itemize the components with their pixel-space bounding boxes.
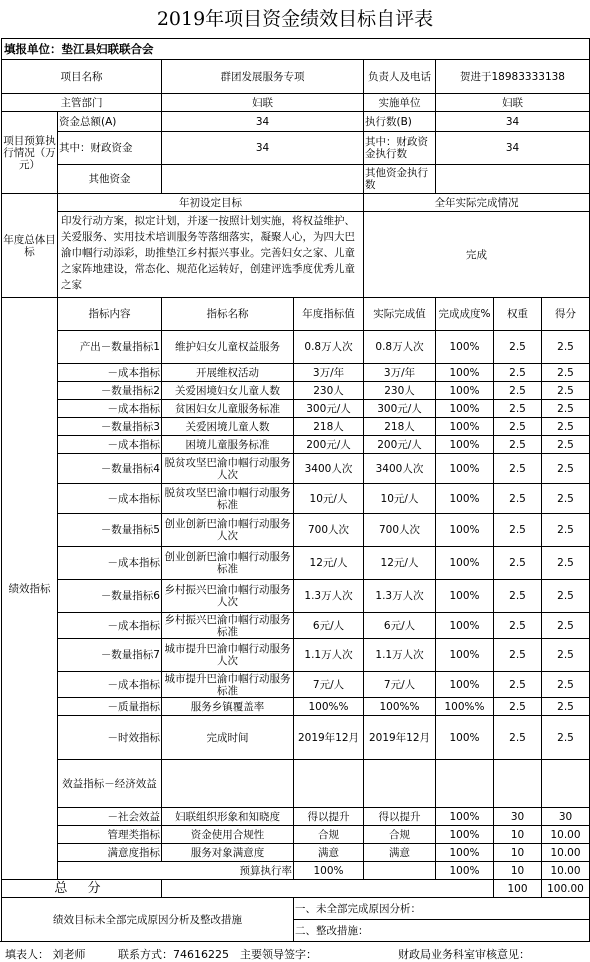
indicator-row	[2, 826, 590, 844]
indicator-score: 2.5	[542, 454, 590, 484]
indicator-score: 2.5	[542, 639, 590, 672]
indicator-name: 服务乡镇覆盖率	[162, 698, 294, 716]
indicator-content: 效益指标－经济效益	[58, 760, 162, 808]
budget-rate-weight: 10	[494, 862, 542, 880]
indicator-score: 2.5	[542, 613, 590, 639]
indicator-weight	[494, 760, 542, 808]
indicator-target: 1.1万人次	[294, 639, 364, 672]
indicator-actual: 230人	[364, 382, 436, 400]
indicator-rate: 100%	[436, 484, 494, 514]
indicator-score: 10.00	[542, 826, 590, 844]
indicator-target: 10元/人	[294, 484, 364, 514]
indicator-row	[2, 418, 590, 436]
indicator-header-cell: 指标名称	[162, 298, 294, 331]
indicator-rate: 100%	[436, 364, 494, 382]
reasons-label: 绩效目标未全部完成原因分析及整改措施	[2, 898, 294, 942]
indicator-row	[2, 613, 590, 639]
indicator-rate: 100%	[436, 716, 494, 760]
indicator-weight: 2.5	[494, 400, 542, 418]
indicator-name: 城市提升巴渝巾帼行动服务标准	[162, 672, 294, 698]
contact: 联系方式：74616225	[118, 948, 229, 961]
indicator-content: －成本指标	[58, 400, 162, 418]
indicator-row	[2, 808, 590, 826]
indicator-row	[2, 514, 590, 547]
indicator-header-cell: 指标内容	[58, 298, 162, 331]
indicator-score: 2.5	[542, 436, 590, 454]
indicator-actual: 218人	[364, 418, 436, 436]
impl-value: 妇联	[436, 94, 590, 112]
indicator-weight: 2.5	[494, 436, 542, 454]
indicator-score: 2.5	[542, 382, 590, 400]
indicator-name: 脱贫攻坚巴渝巾帼行动服务人次	[162, 454, 294, 484]
indicator-score	[542, 760, 590, 808]
indicator-content: －数量指标5	[58, 514, 162, 547]
indicator-rate: 100%	[436, 514, 494, 547]
indicator-name: 关爱困境儿童人数	[162, 418, 294, 436]
indicator-target: 100%%	[294, 698, 364, 716]
finance-review: 财政局业务科室审核意见：	[398, 948, 530, 961]
indicator-header-cell: 权重	[494, 298, 542, 331]
indicator-weight: 2.5	[494, 716, 542, 760]
indicator-weight: 10	[494, 826, 542, 844]
indicator-content: 管理类指标	[58, 826, 162, 844]
report-title: 2019年项目资金绩效目标自评表	[156, 8, 434, 30]
indicator-content: －数量指标2	[58, 382, 162, 400]
indicator-target: 合规	[294, 826, 364, 844]
leader-signature: 主要领导签字：	[240, 948, 317, 961]
indicator-target: 700人次	[294, 514, 364, 547]
indicator-actual: 300元/人	[364, 400, 436, 418]
indicator-actual: 7元/人	[364, 672, 436, 698]
indicator-name: 完成时间	[162, 716, 294, 760]
indicator-score: 2.5	[542, 400, 590, 418]
indicator-name: 乡村振兴巴渝巾帼行动服务人次	[162, 580, 294, 613]
indicator-content: －数量指标6	[58, 580, 162, 613]
indicator-name: 创业创新巴渝巾帼行动服务标准	[162, 547, 294, 580]
indicator-weight: 30	[494, 808, 542, 826]
indicator-content: －数量指标7	[58, 639, 162, 672]
indicator-score: 2.5	[542, 331, 590, 364]
indicator-actual: 1.1万人次	[364, 639, 436, 672]
exec-label: 执行数(B)	[364, 112, 436, 132]
indicator-target: 2019年12月	[294, 716, 364, 760]
indicator-actual: 满意	[364, 844, 436, 862]
reasons-analysis: 一、未全部完成原因分析：	[294, 898, 590, 920]
goal-result: 完成	[364, 212, 590, 298]
indicator-row	[2, 331, 590, 364]
filler: 填表人： 刘老师	[5, 948, 86, 961]
indicator-score: 2.5	[542, 580, 590, 613]
indicator-name: 城市提升巴渝巾帼行动服务人次	[162, 639, 294, 672]
exec-value: 34	[436, 112, 590, 132]
reasons-row	[2, 898, 590, 920]
indicator-target: 218人	[294, 418, 364, 436]
indicator-rate: 100%	[436, 547, 494, 580]
indicator-actual: 合规	[364, 826, 436, 844]
indicator-actual: 10元/人	[364, 484, 436, 514]
indicator-weight: 2.5	[494, 672, 542, 698]
project-name-label: 项目名称	[2, 60, 162, 94]
indicator-name: 服务对象满意度	[162, 844, 294, 862]
indicator-rate: 100%	[436, 639, 494, 672]
reasons-measures: 二、整改措施：	[294, 920, 590, 942]
indicator-rate: 100%	[436, 382, 494, 400]
indicator-header-cell: 得分	[542, 298, 590, 331]
fiscal-exec-label: 其中：财政资金执行数	[364, 132, 436, 165]
indicator-content: －质量指标	[58, 698, 162, 716]
budget-section-label: 项目预算执行情况（万元）	[2, 112, 58, 194]
budget-rate-label: 预算执行率	[58, 862, 294, 880]
indicator-weight: 10	[494, 844, 542, 862]
indicator-content: －时效指标	[58, 716, 162, 760]
indicator-weight: 2.5	[494, 454, 542, 484]
other-exec-label: 其他资金执行数	[364, 165, 436, 194]
indicator-row	[2, 400, 590, 418]
indicator-weight: 2.5	[494, 331, 542, 364]
indicator-actual: 3万/年	[364, 364, 436, 382]
indicator-name: 妇联组织形象和知晓度	[162, 808, 294, 826]
indicator-rate: 100%	[436, 436, 494, 454]
indicator-target: 满意	[294, 844, 364, 862]
indicator-actual: 6元/人	[364, 613, 436, 639]
total-row	[2, 880, 590, 898]
indicator-name: 维护妇女儿童权益服务	[162, 331, 294, 364]
indicator-rate: 100%	[436, 613, 494, 639]
indicator-rate: 100%	[436, 331, 494, 364]
indicator-weight: 2.5	[494, 613, 542, 639]
indicator-weight: 2.5	[494, 639, 542, 672]
total-label: 总 分	[2, 880, 162, 898]
indicator-score: 2.5	[542, 364, 590, 382]
indicator-row	[2, 484, 590, 514]
dept-label: 主管部门	[2, 94, 162, 112]
indicator-score: 10.00	[542, 844, 590, 862]
indicator-content: －成本指标	[58, 613, 162, 639]
indicator-weight: 2.5	[494, 382, 542, 400]
indicator-weight: 2.5	[494, 580, 542, 613]
fiscal-funds-label: 其中：财政资金	[58, 132, 162, 165]
budget-rate-score: 10.00	[542, 862, 590, 880]
budget-rate-target: 100%	[294, 862, 364, 880]
fiscal-exec-value: 34	[436, 132, 590, 165]
indicator-weight: 2.5	[494, 484, 542, 514]
indicator-header-cell: 完成成度%	[436, 298, 494, 331]
indicator-score: 30	[542, 808, 590, 826]
indicator-rate: 100%	[436, 580, 494, 613]
indicator-score: 2.5	[542, 698, 590, 716]
indicator-name: 开展维权活动	[162, 364, 294, 382]
indicator-row	[2, 760, 590, 808]
indicator-actual: 得以提升	[364, 808, 436, 826]
person-label: 负责人及电话	[364, 60, 436, 94]
indicator-weight: 2.5	[494, 418, 542, 436]
indicator-rate: 100%	[436, 844, 494, 862]
total-funds-value: 34	[162, 112, 364, 132]
indicator-name: 创业创新巴渝巾帼行动服务人次	[162, 514, 294, 547]
goal-section-label: 年度总体目标	[2, 194, 58, 298]
person-value: 贺进于18983333138	[436, 60, 590, 94]
other-exec-value	[436, 165, 590, 194]
indicator-name: 乡村振兴巴渝巾帼行动服务标准	[162, 613, 294, 639]
other-funds-label: 其他资金	[58, 165, 162, 194]
indicator-actual: 2019年12月	[364, 716, 436, 760]
indicator-target: 300元/人	[294, 400, 364, 418]
indicator-row	[2, 454, 590, 484]
indicator-row	[2, 716, 590, 760]
indicator-row	[2, 364, 590, 382]
impl-label: 实施单位	[364, 94, 436, 112]
indicator-name: 贫困妇女儿童服务标准	[162, 400, 294, 418]
indicator-target: 230人	[294, 382, 364, 400]
indicator-weight: 2.5	[494, 698, 542, 716]
indicator-row	[2, 672, 590, 698]
indicator-content: －社会效益	[58, 808, 162, 826]
indicator-content: －数量指标3	[58, 418, 162, 436]
indicator-name: 脱贫攻坚巴渝巾帼行动服务标准	[162, 484, 294, 514]
total-blank	[162, 880, 494, 898]
indicator-name	[162, 760, 294, 808]
indicator-section-label: 绩效指标	[2, 298, 58, 880]
budget-rate-actual	[364, 862, 436, 880]
total-weight: 100	[494, 880, 542, 898]
indicator-header-cell: 年度指标值	[294, 298, 364, 331]
indicator-actual: 1.3万人次	[364, 580, 436, 613]
indicator-content: －成本指标	[58, 364, 162, 382]
indicator-row	[2, 844, 590, 862]
indicator-weight: 2.5	[494, 364, 542, 382]
indicator-rate: 100%	[436, 672, 494, 698]
indicator-rate: 100%	[436, 808, 494, 826]
indicator-content: －成本指标	[58, 484, 162, 514]
indicator-target: 3万/年	[294, 364, 364, 382]
indicator-actual: 200元/人	[364, 436, 436, 454]
indicator-target: 12元/人	[294, 547, 364, 580]
indicator-target: 200元/人	[294, 436, 364, 454]
indicator-actual: 3400人次	[364, 454, 436, 484]
indicator-weight: 2.5	[494, 514, 542, 547]
indicator-actual	[364, 760, 436, 808]
indicator-name: 资金使用合规性	[162, 826, 294, 844]
indicator-rate: 100%	[436, 454, 494, 484]
indicator-name: 困境儿童服务标准	[162, 436, 294, 454]
project-name-value: 群团发展服务专项	[162, 60, 364, 94]
indicator-target: 得以提升	[294, 808, 364, 826]
indicator-content: 产出－数量指标1	[58, 331, 162, 364]
indicator-row	[2, 698, 590, 716]
indicator-rate: 100%%	[436, 698, 494, 716]
indicator-target: 0.8万人次	[294, 331, 364, 364]
indicator-rate	[436, 760, 494, 808]
indicator-target: 7元/人	[294, 672, 364, 698]
fiscal-funds-value: 34	[162, 132, 364, 165]
indicator-actual: 100%%	[364, 698, 436, 716]
goal-text: 印发行动方案，拟定计划，并逐一按照计划实施，将权益维护、关爱服务、实用技术培训服务等落细落实，凝聚人心，为四大巴渝巾帼行动添彩，助推垫江乡村振兴事业。完善妇女之家、儿童之家阵地建设，常态化、规范化运转好，创建评选季度优秀儿童之家	[58, 212, 364, 298]
indicator-score: 2.5	[542, 514, 590, 547]
indicator-rate: 100%	[436, 826, 494, 844]
reporting-unit: 填报单位：垫江县妇联联合会	[2, 39, 590, 60]
indicator-rate: 100%	[436, 418, 494, 436]
total-funds-label: 资金总额(A)	[58, 112, 162, 132]
indicator-score: 2.5	[542, 484, 590, 514]
indicator-score: 2.5	[542, 547, 590, 580]
total-score: 100.00	[542, 880, 590, 898]
indicator-target: 3400人次	[294, 454, 364, 484]
self-evaluation-table	[1, 38, 590, 942]
indicator-score: 2.5	[542, 716, 590, 760]
indicator-row	[2, 547, 590, 580]
budget-rate-row	[2, 862, 590, 880]
indicator-header-cell: 实际完成值	[364, 298, 436, 331]
indicator-content: －成本指标	[58, 436, 162, 454]
indicator-name: 关爱困境妇女儿童人数	[162, 382, 294, 400]
dept-value: 妇联	[162, 94, 364, 112]
indicator-target	[294, 760, 364, 808]
indicator-content: －数量指标4	[58, 454, 162, 484]
indicator-weight: 2.5	[494, 547, 542, 580]
indicator-row	[2, 436, 590, 454]
indicator-actual: 0.8万人次	[364, 331, 436, 364]
indicator-content: －成本指标	[58, 547, 162, 580]
indicator-score: 2.5	[542, 672, 590, 698]
goal-actual-label: 全年实际完成情况	[364, 194, 590, 212]
indicator-actual: 700人次	[364, 514, 436, 547]
indicator-target: 1.3万人次	[294, 580, 364, 613]
indicator-rate: 100%	[436, 400, 494, 418]
indicator-content: 满意度指标	[58, 844, 162, 862]
indicator-row	[2, 382, 590, 400]
indicator-score: 2.5	[542, 418, 590, 436]
indicator-row	[2, 580, 590, 613]
indicator-row	[2, 639, 590, 672]
indicator-target: 6元/人	[294, 613, 364, 639]
indicator-actual: 12元/人	[364, 547, 436, 580]
signature-footer	[0, 941, 590, 962]
goal-set-label: 年初设定目标	[58, 194, 364, 212]
budget-rate-rate: 100%	[436, 862, 494, 880]
other-funds-value	[162, 165, 364, 194]
indicator-content: －成本指标	[58, 672, 162, 698]
